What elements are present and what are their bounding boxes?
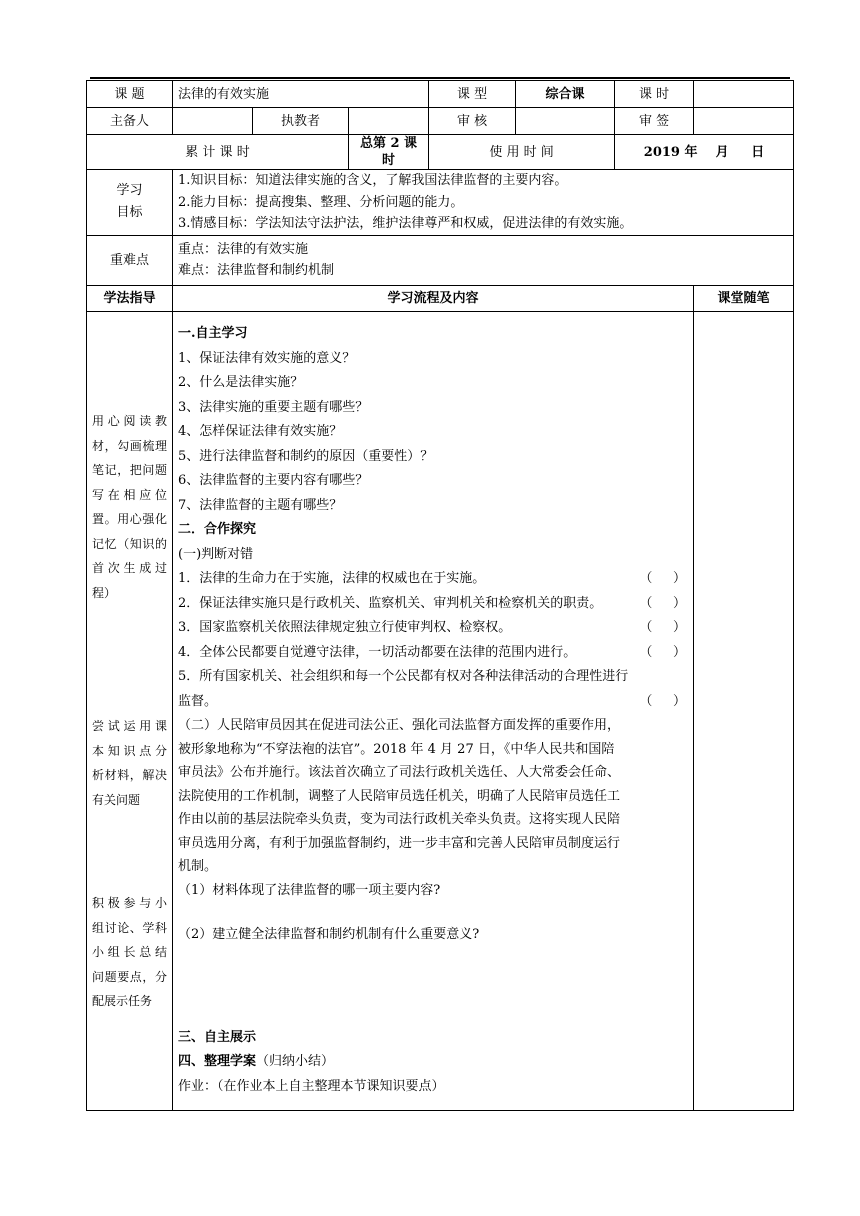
guide-line: 首次生成过: [92, 561, 167, 576]
hours-label: 课 时: [615, 81, 694, 108]
judge-statement: 监督。: [178, 693, 218, 709]
preparer-value: [173, 108, 253, 135]
header-rule: [90, 77, 790, 79]
preparer-label: 主备人: [87, 108, 173, 135]
objectives-label-line1: 学习: [116, 183, 143, 199]
answer-blank[interactable]: （ ）: [639, 693, 687, 709]
topic-label: 课 题: [87, 81, 173, 108]
date-label: 使 用 时 间: [429, 135, 615, 170]
question-item: 1、保证法律有效实施的意义？: [178, 350, 356, 366]
row-key-points: [87, 235, 794, 285]
material-line: 作由以前的基层法院牵头负责，变为司法行政机关牵头负责。这将实现人民陪: [178, 812, 621, 827]
row-preparer: [87, 108, 794, 135]
key-difficulty: 难点：法律监督和制约机制: [178, 263, 335, 278]
guide-line: 本知识点分: [92, 743, 167, 758]
question-item: 2、什么是法律实施？: [178, 375, 304, 390]
objectives-label: [87, 170, 173, 236]
question-item: 7、法律监督的主题有哪些？: [178, 497, 343, 513]
guide-column: [87, 311, 173, 1110]
sign-value: [694, 108, 794, 135]
question-item: 4、怎样保证法律有效实施？: [178, 424, 343, 439]
material-line: 机制。: [178, 859, 218, 874]
objective-item: 1.知识目标：知道法律实施的含义，了解我国法律监督的主要内容。: [178, 173, 568, 188]
guide-line: 小组长总结: [92, 945, 167, 960]
objective-item: 3.情感目标：学法知法守法护法，维护法律尊严和权威，促进法律的有效实施。: [178, 216, 633, 231]
teacher-label: 执教者: [253, 108, 349, 135]
answer-blank[interactable]: （ ）: [639, 644, 687, 660]
material-paragraph: [178, 714, 688, 879]
judge-statement: 4．全体公民都要自觉遵守法律，一切活动都要在法律的范围内进行。: [178, 644, 577, 660]
row-cumulative: [87, 135, 794, 170]
hours-value: [694, 81, 794, 108]
question-item: 5、进行法律监督和制约的原因（重要性）？: [178, 448, 434, 464]
guide-line: 析材料，解决: [92, 768, 167, 783]
column-header-process: 学习流程及内容: [173, 285, 694, 311]
teacher-value: [349, 108, 429, 135]
question-item: 6、法律监督的主要内容有哪些？: [178, 473, 369, 488]
guide-line: 记忆（知识的: [92, 536, 167, 551]
guide-block-apply: [92, 714, 167, 812]
guide-line: 配展示任务: [92, 994, 153, 1009]
objectives-list: [173, 170, 794, 236]
row-objectives: [87, 170, 794, 236]
guide-line: 材，勾画梳理: [92, 438, 167, 453]
row-body: [87, 311, 794, 1110]
guide-line: 有关问题: [92, 792, 141, 807]
row-topic: [87, 81, 794, 108]
judge-item: 5．所有国家机关、社会组织和每一个公民都有权对各种法律活动的合理性进行: [178, 669, 629, 684]
judge-item: [178, 567, 688, 592]
judge-item: [178, 592, 688, 617]
guide-line: 积极参与小: [92, 896, 167, 911]
judge-item: [178, 616, 688, 641]
objectives-label-line2: 目标: [116, 205, 143, 221]
section-summary-note: （归纳小结）: [256, 1054, 335, 1069]
type-label: 课 型: [429, 81, 516, 108]
notes-column[interactable]: [694, 311, 794, 1110]
process-column: [173, 311, 694, 1110]
answer-blank[interactable]: （ ）: [639, 620, 687, 635]
judge-statement: 2．保证法律实施只是行政机关、监察机关、审判机关和检察机关的职责。: [178, 595, 603, 611]
guide-line: 程）: [92, 585, 117, 600]
section-display-title: 三、自主展示: [178, 1029, 257, 1045]
section-summary: [178, 1050, 688, 1075]
question-item: 3、法律实施的重要主题有哪些？: [178, 399, 369, 415]
date-value: 2019 年 月 日: [615, 135, 794, 170]
guide-block-reading: [92, 409, 167, 605]
guide-line: 尝试运用课: [92, 719, 167, 734]
material-line: 审员选用分离，有利于加强监督制约，进一步丰富和完善人民陪审员制度运行: [178, 835, 621, 851]
answer-blank[interactable]: （ ）: [639, 595, 687, 611]
column-header-notes: 课堂随笔: [694, 285, 794, 311]
section-summary-title: 四、整理学案: [178, 1054, 257, 1069]
topic-value: 法律的有效实施: [173, 81, 429, 108]
judge-item-continued: [178, 690, 688, 715]
column-header-guide: 学法指导: [87, 285, 173, 311]
row-column-headers: [87, 285, 794, 311]
judge-statement: 1．法律的生命力在于实施，法律的权威也在于实施。: [178, 571, 486, 586]
type-value: 综合课: [516, 81, 615, 108]
guide-line: 置。用心强化: [92, 512, 167, 527]
homework: 作业：（在作业本上自主整理本节课知识要点）: [178, 1078, 445, 1094]
cumulative-label: 累 计 课 时: [87, 135, 349, 170]
guide-line: 问题要点，分: [92, 969, 167, 984]
lesson-plan-table: [86, 80, 794, 1111]
material-line: 法院使用的工作机制，调整了人民陪审员选任机关，明确了人民陪审员选任工: [178, 788, 621, 804]
answer-blank[interactable]: （ ）: [639, 571, 687, 586]
key-points-label: 重难点: [87, 235, 173, 285]
objective-item: 2.能力目标：提高搜集、整理、分析问题的能力。: [178, 194, 464, 210]
review-value: [516, 108, 615, 135]
guide-line: 笔记，把问题: [92, 463, 167, 478]
key-points-content: [173, 235, 794, 285]
question-1: （1）材料体现了法律监督的哪一项主要内容?: [178, 882, 441, 898]
cumulative-value: 总第 2 课时: [349, 135, 429, 170]
review-label: 审 核: [429, 108, 516, 135]
guide-line: 用心阅读教: [92, 414, 167, 429]
material-line: 被形象地称为“不穿法袍的法官”。2018 年 4 月 27 日，《中华人民共和国陪: [178, 741, 615, 757]
question-2: （2）建立健全法律监督和制约机制有什么重要意义?: [178, 927, 480, 942]
guide-line: 组讨论、学科: [92, 920, 167, 935]
section-self-study-title: 一.自主学习: [178, 326, 248, 341]
guide-block-group: [92, 891, 167, 1014]
judge-statement: 3．国家监察机关依照法律规定独立行使审判权、检察权。: [178, 620, 512, 635]
section-cooperation-title: 二．合作探究: [178, 522, 257, 537]
material-line: （二）人民陪审员因其在促进司法公正、强化司法监督方面发挥的重要作用，: [178, 718, 621, 733]
material-line: 审员法》公布并施行。该法首次确立了司法行政机关选任、人大常委会任命、: [178, 765, 621, 780]
key-focus: 重点：法律的有效实施: [178, 241, 309, 257]
guide-line: 写在相应位: [92, 487, 167, 502]
sign-label: 审 签: [615, 108, 694, 135]
judge-item: [178, 641, 688, 666]
judge-title: (一)判断对错: [178, 546, 254, 562]
